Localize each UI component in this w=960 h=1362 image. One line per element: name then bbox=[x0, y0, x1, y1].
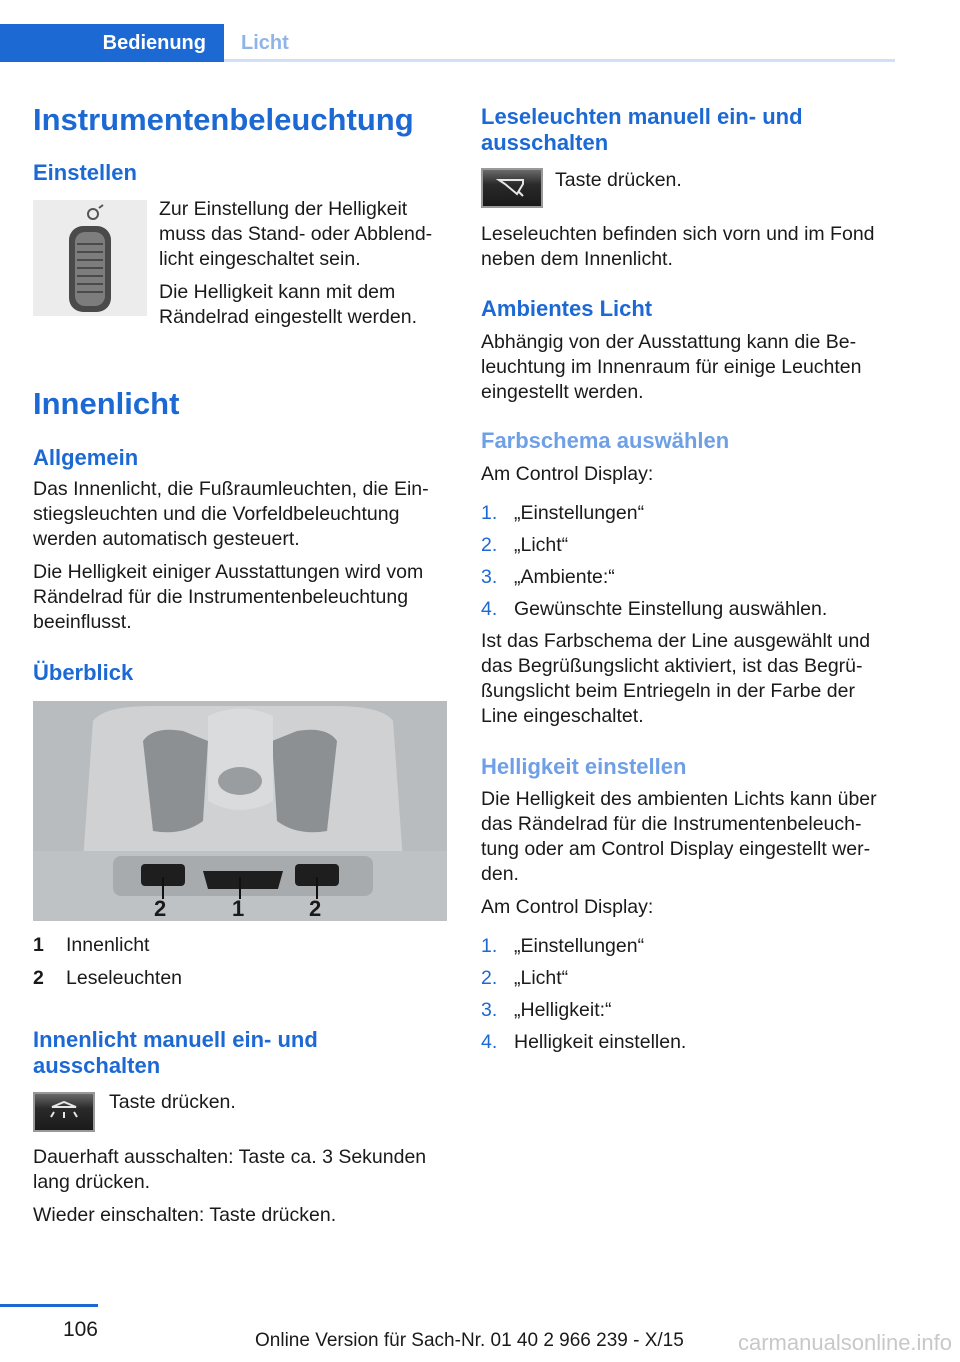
allgemein-paragraph-2 bbox=[33, 560, 447, 635]
legend-number: 1 bbox=[33, 934, 44, 956]
reading-light-button-image bbox=[481, 168, 543, 208]
text-line: Die Helligkeit des ambienten Lichts kann über bbox=[481, 788, 877, 810]
helligkeit-paragraph bbox=[481, 787, 893, 887]
text-line: Zur Einstellung der Helligkeit bbox=[159, 198, 408, 220]
heading-line: Innenlicht manuell ein- und bbox=[33, 1027, 318, 1052]
page-number: 106 bbox=[62, 1318, 98, 1341]
am-control-display-text: Am Control Display: bbox=[481, 463, 654, 485]
list-item bbox=[481, 1030, 893, 1055]
list-item bbox=[481, 597, 893, 622]
heading-line: ausschalten bbox=[33, 1053, 161, 1078]
list-number: 1. bbox=[481, 935, 498, 957]
dimmer-wheel-image bbox=[33, 200, 147, 316]
text-line: tung oder am Control Display eingestellt wer- bbox=[481, 838, 871, 860]
text-line: licht eingeschaltet sein. bbox=[159, 248, 361, 270]
text-line: Die Helligkeit einiger Ausstattungen wird vom bbox=[33, 561, 424, 583]
footer-divider bbox=[0, 1304, 98, 1307]
list-text: „Helligkeit:“ bbox=[514, 999, 612, 1021]
heading-ueberblick: Überblick bbox=[33, 660, 134, 685]
header-bar bbox=[0, 24, 895, 62]
text-line: Rändelrad eingestellt werden. bbox=[159, 306, 417, 328]
dauerhaft-paragraph bbox=[33, 1145, 447, 1195]
einstellen-paragraph-1 bbox=[159, 197, 449, 272]
heading-einstellen: Einstellen bbox=[33, 160, 137, 185]
list-item bbox=[481, 533, 893, 558]
taste-druecken-text: Taste drücken. bbox=[555, 169, 682, 191]
taste-druecken-text: Taste drücken. bbox=[109, 1091, 236, 1113]
legend-text: Leseleuchten bbox=[66, 967, 183, 989]
list-text: „Einstellungen“ bbox=[514, 935, 645, 957]
list-number: 3. bbox=[481, 566, 498, 588]
tab-bedienung[interactable]: Bedienung bbox=[0, 24, 224, 62]
heading-innenlicht-manuell bbox=[33, 1027, 447, 1079]
list-item bbox=[481, 998, 893, 1023]
list-number: 1. bbox=[481, 502, 498, 524]
einstellen-paragraph-2 bbox=[159, 280, 449, 330]
list-item bbox=[481, 501, 893, 526]
text-line: neben dem Innenlicht. bbox=[481, 248, 673, 270]
heading-farbschema: Farbschema auswählen bbox=[481, 428, 730, 453]
text-line: Abhängig von der Ausstattung kann die Be- bbox=[481, 331, 857, 353]
section-title-innenlicht: Innenlicht bbox=[33, 386, 180, 421]
text-line: das Rändelrad für die Instrumentenbeleuch- bbox=[481, 813, 862, 835]
photo-label: 2 bbox=[309, 896, 322, 921]
overhead-console-photo bbox=[33, 701, 447, 921]
list-text: „Ambiente:“ bbox=[514, 566, 615, 588]
section-title-instrumentenbeleuchtung: Instrumentenbeleuchtung bbox=[33, 102, 414, 137]
am-control-display-text: Am Control Display: bbox=[481, 896, 654, 918]
leseleuchten-paragraph bbox=[481, 222, 893, 272]
wieder-paragraph: Wieder einschalten: Taste drücken. bbox=[33, 1204, 337, 1226]
legend-item bbox=[33, 966, 447, 991]
list-text: Gewünschte Einstellung auswählen. bbox=[514, 598, 828, 620]
text-line: Line eingeschaltet. bbox=[481, 705, 644, 727]
text-line: ßungslicht beim Entriegeln in der Farbe der bbox=[481, 680, 855, 702]
list-item bbox=[481, 934, 893, 959]
text-line: stiegsleuchten und die Vorfeldbeleuchtung bbox=[33, 503, 400, 525]
text-line: Dauerhaft ausschalten: Taste ca. 3 Sekunden bbox=[33, 1146, 427, 1168]
allgemein-paragraph-1 bbox=[33, 477, 447, 552]
list-text: „Licht“ bbox=[514, 967, 569, 989]
heading-helligkeit: Helligkeit einstellen bbox=[481, 754, 687, 779]
list-number: 2. bbox=[481, 534, 498, 556]
list-text: Helligkeit einstellen. bbox=[514, 1031, 687, 1053]
list-number: 4. bbox=[481, 598, 498, 620]
list-item bbox=[481, 565, 893, 590]
watermark: carmanualsonline.info bbox=[738, 1330, 953, 1355]
list-number: 2. bbox=[481, 967, 498, 989]
list-item bbox=[481, 966, 893, 991]
heading-line: Leseleuchten manuell ein- und bbox=[481, 104, 803, 129]
legend-number: 2 bbox=[33, 967, 44, 989]
text-line: leuchtung im Innenraum für einige Leuchten bbox=[481, 356, 862, 378]
interior-light-button-image bbox=[33, 1092, 95, 1132]
text-line: den. bbox=[481, 863, 519, 885]
heading-leseleuchten-manuell bbox=[481, 104, 893, 156]
text-line: Ist das Farbschema der Line ausgewählt und bbox=[481, 630, 871, 652]
text-line: muss das Stand- oder Abblend- bbox=[159, 223, 433, 245]
heading-line: ausschalten bbox=[481, 130, 609, 155]
farbschema-paragraph bbox=[481, 629, 893, 729]
photo-label: 1 bbox=[232, 896, 245, 921]
photo-label: 2 bbox=[154, 896, 167, 921]
heading-allgemein: Allgemein bbox=[33, 445, 139, 470]
list-number: 4. bbox=[481, 1031, 498, 1053]
text-line: Die Helligkeit kann mit dem bbox=[159, 281, 396, 303]
text-line: lang drücken. bbox=[33, 1171, 151, 1193]
text-line: Rändelrad für die Instrumentenbeleuchtung bbox=[33, 586, 409, 608]
online-version-text: Online Version für Sach-Nr. 01 40 2 966 239 - X/15 bbox=[255, 1330, 684, 1351]
text-line: Das Innenlicht, die Fußraumleuchten, die Ein- bbox=[33, 478, 429, 500]
tab-licht[interactable]: Licht bbox=[241, 31, 289, 54]
list-text: „Licht“ bbox=[514, 534, 569, 556]
text-line: das Begrüßungslicht aktiviert, ist das Begrü- bbox=[481, 655, 863, 677]
list-number: 3. bbox=[481, 999, 498, 1021]
text-line: Leseleuchten befinden sich vorn und im Fond bbox=[481, 223, 875, 245]
ambientes-paragraph bbox=[481, 330, 893, 405]
legend-item bbox=[33, 933, 447, 958]
text-line: werden automatisch gesteuert. bbox=[33, 528, 300, 550]
text-line: eingestellt werden. bbox=[481, 381, 644, 403]
text-line: beeinflusst. bbox=[33, 611, 132, 633]
heading-ambientes-licht: Ambientes Licht bbox=[481, 296, 653, 321]
legend-text: Innenlicht bbox=[66, 934, 150, 956]
list-text: „Einstellungen“ bbox=[514, 502, 645, 524]
header-divider bbox=[224, 59, 895, 62]
